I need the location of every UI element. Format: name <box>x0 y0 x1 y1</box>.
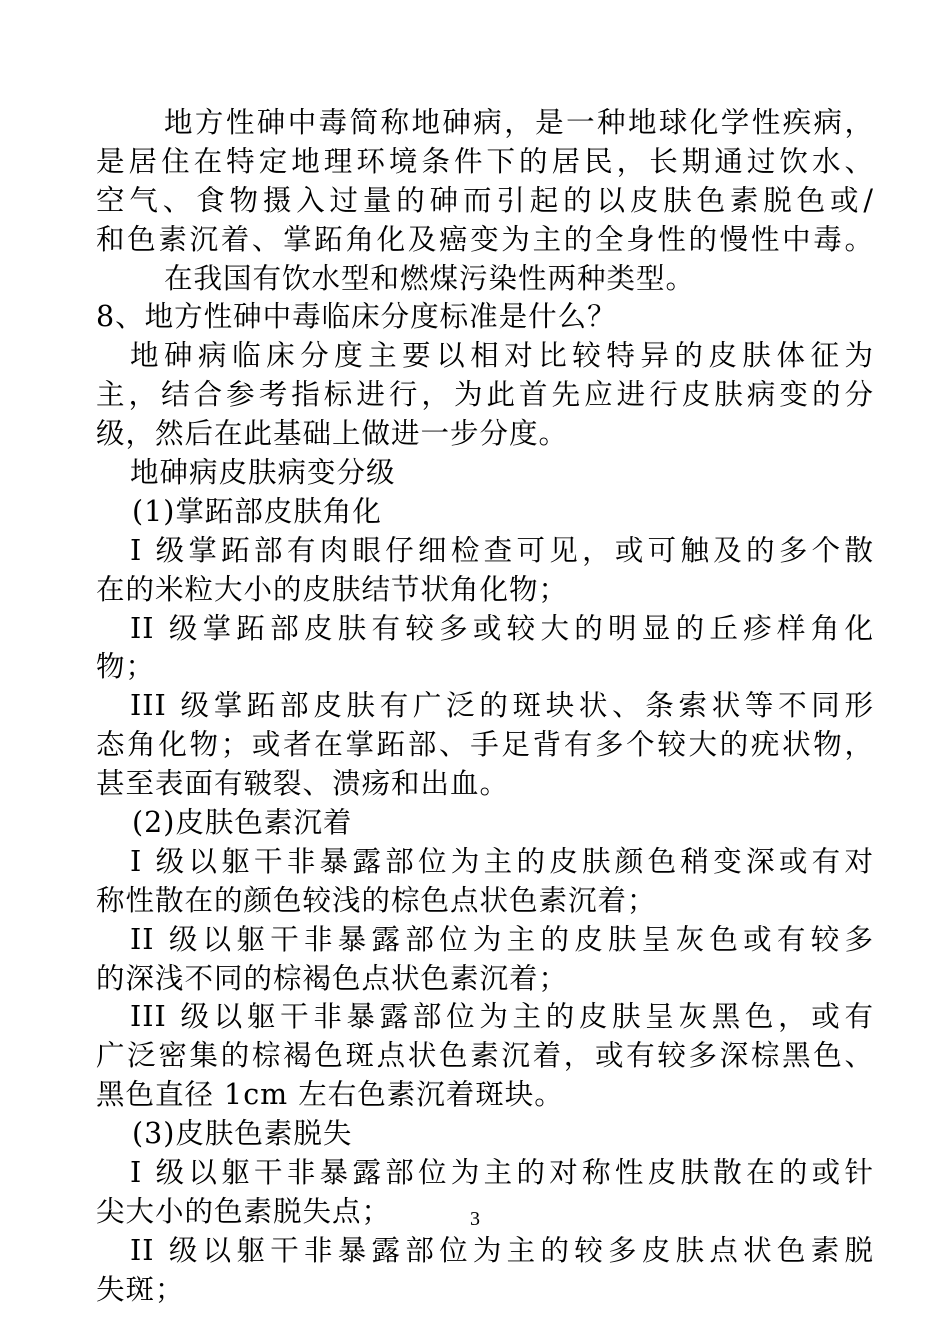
document-body <box>96 104 874 1310</box>
text-line: 在的米粒大小的皮肤结节状角化物； <box>96 572 569 606</box>
text-line: 态角化物；或者在掌跖部、手足背有多个较大的疣状物， <box>96 728 874 762</box>
text-line: I 级以躯干非暴露部位为主的对称性皮肤散在的或针 <box>130 1156 874 1190</box>
text-line: 地方性砷中毒简称地砷病，是一种地球化学性疾病， <box>164 106 874 139</box>
text-line: (1)掌跖部皮肤角化 <box>132 494 382 528</box>
text-line: 称性散在的颜色较浅的棕色点状色素沉着； <box>96 883 657 917</box>
text-line: 是居住在特定地理环境条件下的居民，长期通过饮水、 <box>96 144 874 178</box>
text-line: II 级以躯干非暴露部位为主的较多皮肤点状色素脱 <box>130 1233 874 1267</box>
text-line: 的深浅不同的棕褐色点状色素沉着； <box>96 961 569 995</box>
text-line: 尖大小的色素脱失点； <box>96 1194 392 1228</box>
text-line: 主，结合参考指标进行，为此首先应进行皮肤病变的分 <box>96 378 874 412</box>
text-line: I 级掌跖部有肉眼仔细检查可见，或可触及的多个散 <box>130 533 874 567</box>
text-line: III 级掌跖部皮肤有广泛的斑块状、条索状等不同形 <box>130 689 874 723</box>
text-line: 地砷病临床分度主要以相对比较特异的皮肤体征为 <box>130 339 874 373</box>
text-line: (2)皮肤色素沉着 <box>132 806 353 840</box>
text-line: 地砷病皮肤病变分级 <box>130 456 396 490</box>
text-line: II 级以躯干非暴露部位为主的皮肤呈灰色或有较多 <box>130 922 874 956</box>
text-line: 在我国有饮水型和燃煤污染性两种类型。 <box>164 261 696 295</box>
text-line: II 级掌跖部皮肤有较多或较大的明显的丘疹样角化 <box>130 611 874 645</box>
text-line: 失斑； <box>96 1272 185 1306</box>
text-line: 8、地方性砷中毒临床分度标准是什么？ <box>96 300 617 334</box>
text-line: 黑色直径 1cm 左右色素沉着斑块。 <box>96 1078 564 1112</box>
text-line: 物； <box>96 650 156 684</box>
text-line: 级，然后在此基础上做进一步分度。 <box>96 417 569 451</box>
text-line: 和色素沉着、掌跖角化及癌变为主的全身性的慢性中毒。 <box>96 222 874 256</box>
text-line: 广泛密集的棕褐色斑点状色素沉着，或有较多深棕黑色、 <box>96 1039 874 1073</box>
text-line: (3)皮肤色素脱失 <box>132 1117 353 1151</box>
text-line: 空气、食物摄入过量的砷而引起的以皮肤色素脱色或/ <box>96 183 874 217</box>
text-line: III 级以躯干非暴露部位为主的皮肤呈灰黑色，或有 <box>130 1000 874 1034</box>
text-line: I 级以躯干非暴露部位为主的皮肤颜色稍变深或有对 <box>130 844 874 878</box>
text-line: 甚至表面有皲裂、溃疡和出血。 <box>96 767 510 801</box>
page-number: 3 <box>470 1208 480 1230</box>
